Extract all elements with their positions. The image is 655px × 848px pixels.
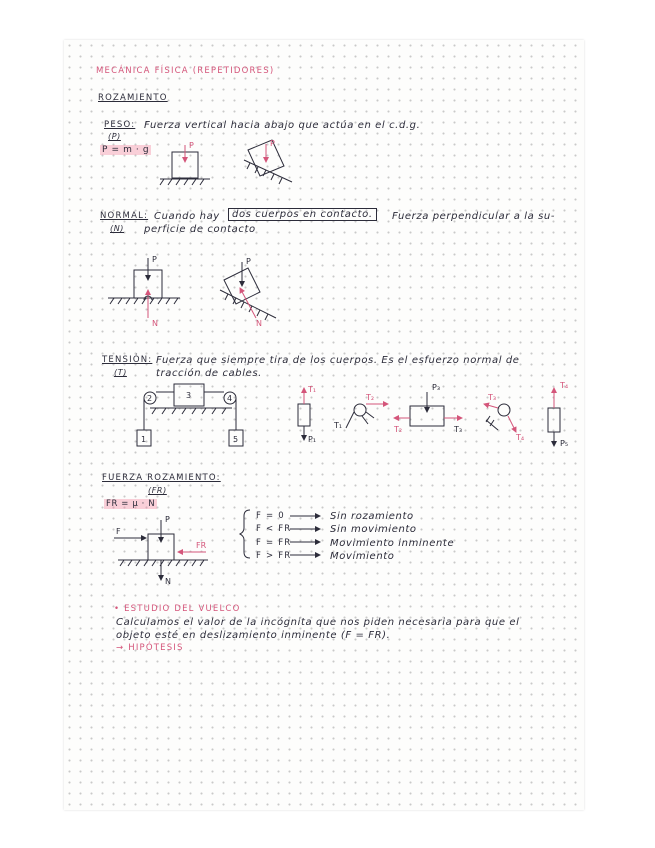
label-t3b: T₃ [488,393,497,402]
label-pulley-2: 2 [147,394,153,403]
case-cond-2: F < FR [256,524,292,534]
tension-hanging-block-right [548,388,560,446]
label-t2: T₂ [366,393,375,402]
case-result-2: Sin movimiento [330,524,417,535]
tension-horizontal-block [394,392,462,426]
tension-term: TENSIÓN: [102,355,153,365]
normal-term: NORMAL: [100,211,149,221]
normal-boxed-text: dos cuerpos en contacto. [228,208,377,221]
label-normal-n1: N [152,319,158,328]
normal-line1-pre: Cuando hay [154,211,220,222]
vuelco-line2: objeto esté en deslizamiento inminente (F = FR). [116,630,391,641]
case-cond-3: F = FR [256,538,292,548]
label-normal-n2: N [256,319,262,328]
label-block-1: 1 [141,435,147,444]
case-result-1: Sin rozamiento [330,511,414,522]
tension-line2: tracción de cables. [156,368,262,379]
vuelco-line3: → HIPÓTESIS [116,643,184,653]
label-t1b: T₁ [334,421,343,430]
tension-pulley-small [346,404,388,428]
peso-symbol: (P) [108,132,121,141]
peso-incline-diagram [244,140,292,184]
label-friction-n: N [165,577,171,586]
label-normal-p2: P [246,257,251,266]
peso-formula: P = m · g [102,145,150,155]
label-friction-p: P [165,515,170,524]
label-friction-f: F [116,527,121,536]
label-normal-p1: P [152,255,157,264]
normal-line1-post: Fuerza perpendicular a la su- [392,211,556,222]
normal-block-diagram [108,258,180,318]
label-block-5: 5 [233,435,239,444]
tension-hanging-block [298,388,310,440]
peso-definition: Fuerza vertical hacia abajo que actúa en el c.d.g. [144,120,421,131]
label-peso-p1: P [189,141,194,150]
label-p5: P₅ [560,439,569,448]
normal-symbol: (N) [110,224,125,233]
label-t3: T₃ [454,425,463,434]
friction-cases-brace [240,510,320,558]
tension-pulley-right [484,404,516,432]
friction-term: FUERZA ROZAMIENTO: [102,473,221,483]
label-t2b: T₂ [394,425,403,434]
label-friction-fr: FR [196,541,207,550]
friction-formula: FR = μ · N [106,499,156,509]
case-cond-1: F = 0 [256,511,285,521]
label-t4: T₄ [516,433,525,442]
label-t4b: T₄ [560,381,569,390]
tension-line1: Fuerza que siempre tira de los cuerpos. Es el esfuerzo normal de [156,355,520,366]
tension-symbol: (T) [114,368,127,377]
case-result-4: Movimiento [330,551,395,562]
label-p1: P₁ [308,435,317,444]
label-pulley-4: 4 [227,394,233,403]
page-title: MECÁNICA FÍSICA (REPETIDORES) [96,66,275,76]
friction-block-diagram [114,520,208,580]
case-cond-4: F > FR [256,551,292,561]
vuelco-title: • ESTUDIO DEL VUELCO [114,604,241,614]
peso-term: PESO: [104,120,136,130]
case-result-3: Movimiento inminente [330,538,455,549]
normal-incline-diagram [220,262,276,320]
label-t1: T₁ [308,385,317,394]
label-block-3: 3 [186,391,192,400]
normal-line2: perficie de contacto [144,224,256,235]
friction-symbol: (FR) [148,486,167,495]
peso-block-diagram [160,145,210,185]
section-title: ROZAMIENTO [98,93,168,103]
label-peso-p2: P [270,139,275,148]
vuelco-line1: Calculamos el valor de la incógnita que nos piden necesaria para que el [116,617,520,628]
label-p3: P₃ [432,383,441,392]
